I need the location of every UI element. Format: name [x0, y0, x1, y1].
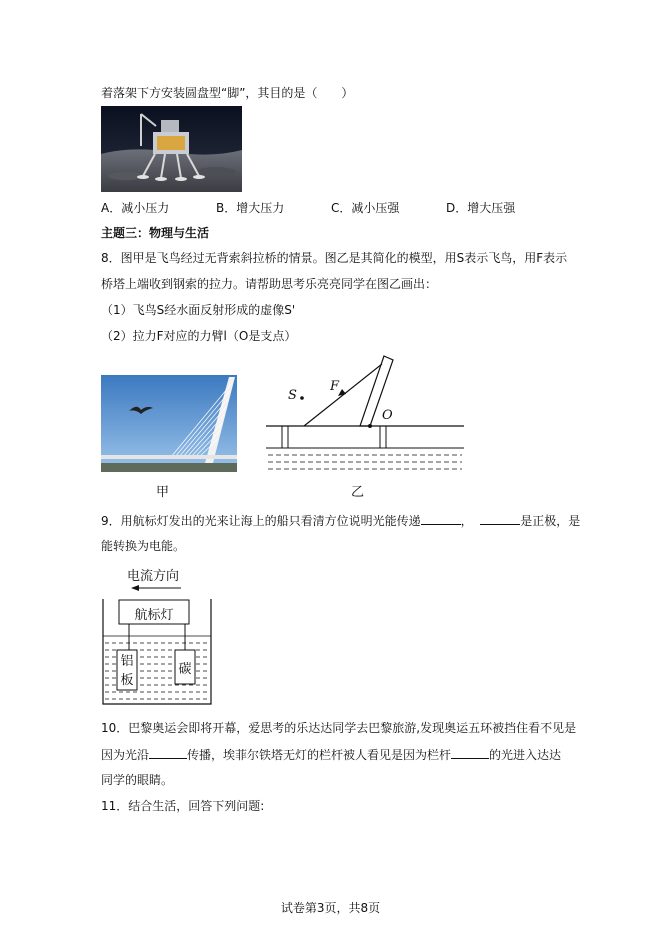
q9-text-b: ， [460, 514, 473, 528]
q10-line-3: 同学的眼睛。 [101, 773, 174, 787]
lunar-lander-photo [101, 106, 242, 192]
q10-line-2 [101, 746, 561, 763]
q8-sub-1: （1）飞鸟S经水面反射形成的虚像S' [101, 303, 296, 317]
q9-line-1 [101, 512, 580, 529]
q9-text-a: 9．用航标灯发出的光来让海上的船只看清方位说明光能传递 [101, 514, 421, 528]
bridge-model-diagram [262, 352, 467, 476]
q11-line-1: 11．结合生活，回答下列问题: [101, 799, 265, 813]
q10-line-1: 10．巴黎奥运会即将开幕，爱思考的乐达达同学去巴黎旅游,发现奥运五环被挡住看不见是 [101, 721, 577, 735]
current-direction-label: 电流方向 [127, 569, 180, 584]
q8-line-1: 8．图甲是飞鸟经过无背索斜拉桥的情景。图乙是其简化的模型，用S表示飞鸟，用F表示 [101, 251, 568, 265]
q7-option-b: B．增大压力 [216, 201, 285, 215]
carbon-electrode-label: 碳 [178, 662, 192, 677]
q7-option-c: C．减小压强 [331, 201, 400, 215]
q9-blank-2[interactable] [480, 512, 520, 525]
q8-line-2: 桥塔上端收到钢索的拉力。请帮助思考乐亮亮同学在图乙画出： [101, 277, 438, 291]
q9-text-c: 是正极，是 [520, 514, 581, 528]
beacon-circuit-diagram [101, 562, 213, 708]
q7-option-a: A．减小压力 [101, 201, 170, 215]
q7-option-d: D．增大压强 [446, 201, 516, 215]
q10-text-b: 传播，埃菲尔铁塔无灯的栏杆被人看见是因为栏杆 [187, 748, 452, 762]
q9-blank-1[interactable] [421, 512, 461, 525]
q9-line-2: 能转换为电能。 [101, 539, 186, 553]
figure-caption-jia: 甲 [156, 485, 170, 500]
topic-heading: 主题三：物理与生活 [101, 226, 210, 240]
q8-sub-2: （2）拉力F对应的力臂l（O是支点） [101, 329, 297, 343]
label-f: F [330, 379, 340, 394]
q10-text-a: 因为光沿 [101, 748, 150, 762]
q10-blank-2[interactable] [451, 746, 489, 759]
q7-stem: 着落架下方安装圆盘型“脚”，其目的是（ ） [101, 86, 354, 100]
aluminum-electrode-label: 铝板 [120, 654, 134, 688]
page-footer: 试卷第3页，共8页 [280, 901, 381, 915]
q10-blank-1[interactable] [149, 746, 187, 759]
figure-caption-yi: 乙 [351, 485, 365, 500]
beacon-lamp-label: 航标灯 [134, 608, 174, 623]
bridge-photo [101, 375, 237, 472]
label-s: S [288, 388, 297, 403]
q10-text-c: 的光进入达达 [489, 748, 562, 762]
label-o: O [382, 408, 393, 423]
